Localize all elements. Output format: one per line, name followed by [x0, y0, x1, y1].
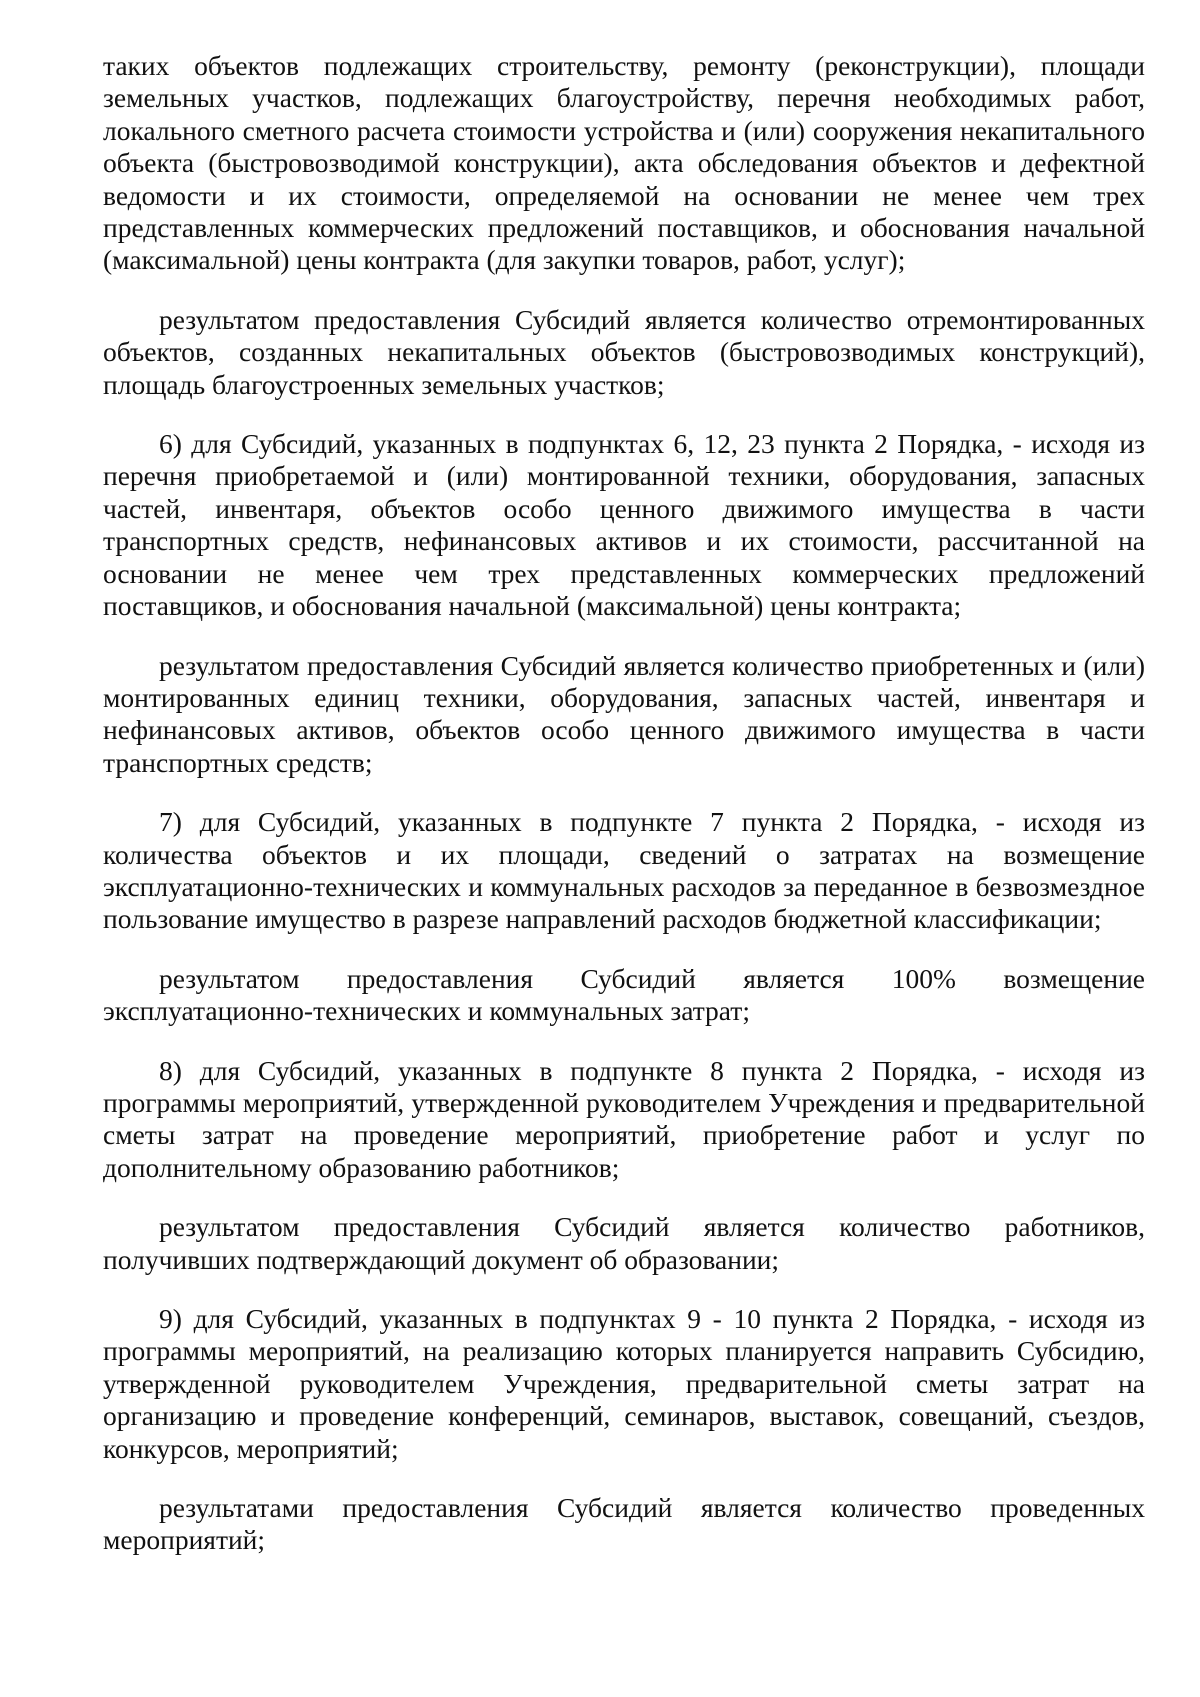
paragraph-result-item-8: результатом предоставления Субсидий является количество работников, получивших подтверждающий документ об образовании;: [103, 1211, 1145, 1275]
paragraph-item-7: 7) для Субсидий, указанных в подпункте 7 пункта 2 Порядка, - исходя из количества объектов и их площади, сведений о затратах на возмещение эксплуатационно-технических и коммунальных расходов за переданное в безвозмездное пользование имущество в разрезе направлений расходов бюджетной классификации;: [103, 806, 1145, 935]
paragraph-result-item-9: результатами предоставления Субсидий является количество проведенных мероприятий;: [103, 1492, 1145, 1556]
document-body: [103, 50, 1145, 1557]
paragraph-item-8: 8) для Субсидий, указанных в подпункте 8 пункта 2 Порядка, - исходя из программы мероприятий, утвержденной руководителем Учреждения и предварительной сметы затрат на проведение мероприятий, приобретение работ и услуг по дополнительному образованию работников;: [103, 1054, 1145, 1183]
paragraph-result-objects: результатом предоставления Субсидий является количество отремонтированных объектов, созданных некапитальных объектов (быстровозводимых конструкций), площадь благоустроенных земельных участков;: [103, 303, 1145, 400]
paragraph-item-6: 6) для Субсидий, указанных в подпунктах 6, 12, 23 пункта 2 Порядка, - исходя из перечня приобретаемой и (или) монтированной техники, оборудования, запасных частей, инвентаря, объектов особо ценного движимого имущества в части транспортных средств, нефинансовых активов и их стоимости, рассчитанной на основании не менее чем трех представленных коммерческих предложений поставщиков, и обоснования начальной (максимальной) цены контракта;: [103, 428, 1145, 622]
paragraph-item-9: 9) для Субсидий, указанных в подпунктах 9 - 10 пункта 2 Порядка, - исходя из программы мероприятий, на реализацию которых планируется направить Субсидию, утвержденной руководителем Учреждения, предварительной сметы затрат на организацию и проведение конференций, семинаров, выставок, совещаний, съездов, конкурсов, мероприятий;: [103, 1303, 1145, 1464]
paragraph-result-item-7: результатом предоставления Субсидий является 100% возмещение эксплуатационно-технических и коммунальных затрат;: [103, 962, 1145, 1027]
paragraph-continuation: таких объектов подлежащих строительству, ремонту (реконструкции), площади земельных участков, подлежащих благоустройству, перечня необходимых работ, локального сметного расчета стоимости устройства и (или) сооружения некапитального объекта (быстровозводимой конструкции), акта обследования объектов и дефектной ведомости и их стоимости, определяемой на основании не менее чем трех представленных коммерческих предложений поставщиков, и обоснования начальной (максимальной) цены контракта (для закупки товаров, работ, услуг);: [103, 50, 1145, 276]
paragraph-result-item-6: результатом предоставления Субсидий является количество приобретенных и (или) монтированных единиц техники, оборудования, запасных частей, инвентаря и нефинансовых активов, объектов особо ценного движимого имущества в части транспортных средств;: [103, 649, 1145, 778]
